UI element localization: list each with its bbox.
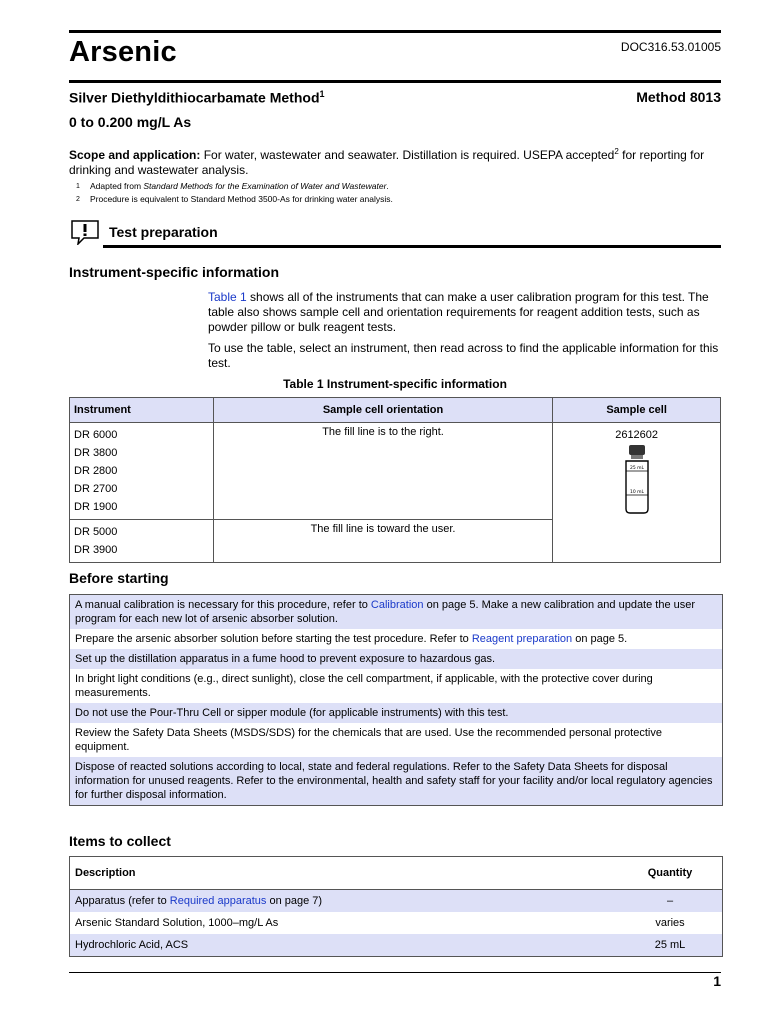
vial-label-10ml: 10 mL [629,490,644,495]
method-name: Silver Diethyldithiocarbamate Method$^1$ [69,89,325,106]
table-row [70,890,722,912]
item-quantity: – [666,895,674,907]
document-number: DOC316.53.01005 [620,40,721,54]
section-title-test-preparation: Test preparation [109,224,218,240]
table-1-link[interactable]: Table 1 [208,290,247,304]
caution-notice-icon [70,219,100,245]
footnote-ref-2: 2 [614,147,619,156]
table-row [70,912,722,934]
heading-items-to-collect: Items to collect [69,833,171,849]
vial-label-25ml: 25 mL [629,466,644,471]
sample-vial-icon [620,443,654,515]
page-number: 1 [713,973,721,989]
table-row [70,934,722,956]
before-starting-table [69,594,723,806]
item-description: Hydrochloric Acid, ACS [75,939,189,951]
column-header-orientation: Sample cell orientation [213,398,552,423]
column-header-sample-cell: Sample cell [553,398,721,423]
item-quantity: 25 mL [654,939,686,951]
list-item: Dispose of reacted solutions according to local, state and federal regulations. Refer to the Safety Data Sheets for disposal information for unused reagents. Refer to the environmental, health and safety staff for your facility and/or local regulatory agencies for further disposal information. [70,757,722,805]
list-item: A manual calibration is necessary for this procedure, refer to Calibration on page 5. Make a new calibration and update the user program for each new lot of arsenic absorber solution. [70,595,722,629]
list-item: Review the Safety Data Sheets (MSDS/SDS) for the chemicals that are used. Use the recommended personal protective equipment. [75,727,662,753]
column-header-description: Description [75,867,136,879]
column-header-quantity: Quantity [647,867,693,879]
footnotes [76,180,393,206]
top-rule [69,30,721,33]
instrument-info-paragraph-1: Table 1 shows all of the instruments that can make a user calibration program for this test. The table also shows sample cell and orientation requirements for reagent addition tests, such as powder pillow or bulk reagent tests. [208,290,709,334]
scope-and-application: Scope and application: For water, wastewater and seawater. Distillation is required. USEPA accepted$^2$ for reporting for drinking and wastewater analysis. [69,147,705,177]
title-rule [69,80,721,83]
instrument-item: DR 1900 [74,501,118,513]
orientation-cell: The fill line is toward the user. [213,520,552,563]
table-caption: Table 1 Instrument-specific information [283,377,507,391]
list-item: Set up the distillation apparatus in a fume hood to prevent exposure to hazardous gas. [70,649,722,669]
items-table [69,856,723,957]
sample-cell-number: 2612602 [615,429,659,441]
heading-before-starting: Before starting [69,570,169,586]
list-item: In bright light conditions (e.g., direct sunlight), close the cell compartment, if applicable, with the protective cover during measurements. [75,673,653,699]
instrument-item: DR 2800 [74,465,118,477]
item-quantity: varies [655,917,685,929]
instrument-item: DR 6000 [74,429,118,441]
instrument-list [70,423,214,520]
method-number: Method 8013 [636,89,721,105]
footnote-ref-1: 1 [319,89,325,99]
item-description: Apparatus (refer to Required apparatus on page 7) [75,895,323,907]
orientation-cell: The fill line is to the right. [213,423,552,520]
page-title: Arsenic [69,36,177,68]
column-header-instrument: Instrument [70,398,214,423]
footnote-1: 1 Adapted from Standard Methods for the Examination of Water and Wastewater. [76,181,389,191]
instrument-item: DR 3900 [74,544,118,556]
calibration-link[interactable]: Calibration [370,599,424,611]
item-description: Arsenic Standard Solution, 1000–mg/L As [75,917,279,929]
section-rule [103,245,721,248]
sample-cell-cell [553,423,721,563]
list-item: Do not use the Pour-Thru Cell or sipper module (for applicable instruments) with this test. [70,703,722,723]
reagent-preparation-link[interactable]: Reagent preparation [471,633,573,645]
instrument-item: DR 2700 [74,483,118,495]
footer-rule [69,972,721,973]
heading-instrument-info: Instrument-specific information [69,264,280,280]
items-table-header [70,857,722,890]
instrument-item: DR 5000 [74,526,118,538]
measurement-range: 0 to 0.200 mg/L As [69,114,192,130]
instrument-info-paragraph-2: To use the table, select an instrument, then read across to find the applicable information for this test. [208,341,719,370]
instrument-item: DR 3800 [74,447,118,459]
instrument-list [70,520,214,563]
list-item: Prepare the arsenic absorber solution before starting the test procedure. Refer to Reagent preparation on page 5. [75,633,628,645]
instrument-table [69,397,721,563]
required-apparatus-link[interactable]: Required apparatus [169,895,267,907]
footnote-2: 2 Procedure is equivalent to Standard Method 3500-As for drinking water analysis. [76,194,393,204]
